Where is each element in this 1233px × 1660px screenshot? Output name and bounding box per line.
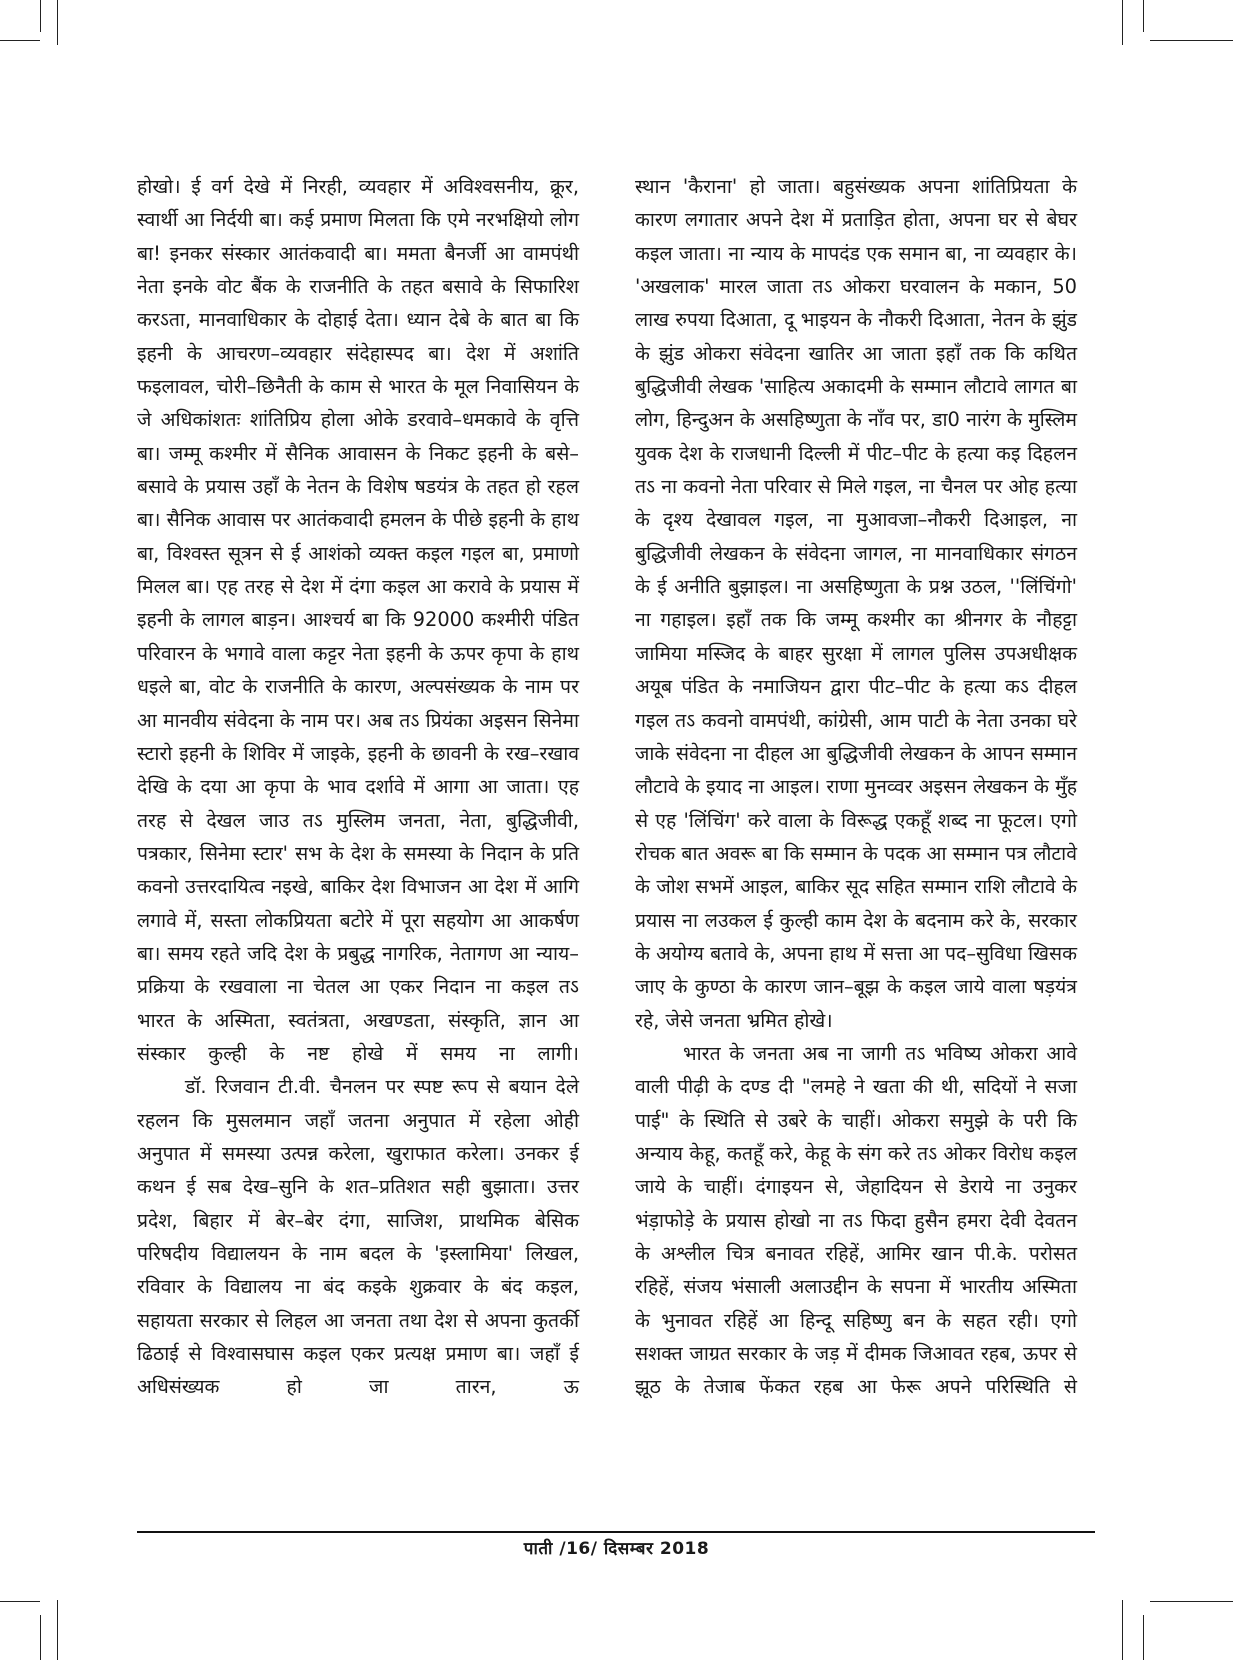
page-folio: पाती /16/ दिसम्बर 2018 [523,1539,710,1559]
crop-mark [0,1601,40,1602]
footer-rule [137,1531,1095,1533]
crop-mark [57,0,58,45]
text-column-left [137,170,579,1404]
paragraph: होखो। ई वर्ग देखे में निरही, व्यवहार में अविश्वसनीय, क्रूर, स्वार्थी आ निर्दयी बा। कई प्रमाण मिलता कि एमे नरभक्षियो लोग बा! इनकर संस्कार आतंकवादी बा। ममता बैनर्जी आ वामपंथी नेता इनके वोट बैंक के राजनीति के तहत बसावे के सिफारिश करऽता, मानवाधिकार के दोहाई देता। ध्यान देबे के बात बा कि इहनी के आचरण–व्यवहार संदेहास्पद बा। देश में अशांति फइलावल, चोरी–छिनैती के काम से भारत के मूल निवासियन के जे अधिकांशतः शांतिप्रिय होला ओके डरवावे–धमकावे के वृत्ति बा। जम्मू कश्मीर में सैनिक आवासन के निकट इहनी के बसे–बसावे के प्रयास उहाँ के नेतन के विशेष षडयंत्र के तहत हो रहल बा। सैनिक आवास पर आतंकवादी हमलन के पीछे इहनी के हाथ बा, विश्वस्त सूत्रन से ई आशंको व्यक्त कइल गइल बा, प्रमाणो मिलल बा। एह तरह से देश में दंगा कइल आ करावे के प्रयास में इहनी के लागल बाड़न। आश्चर्य बा कि 92000 कश्मीरी पंडित परिवारन के भगावे वाला कट्टर नेता इहनी के ऊपर कृपा के हाथ धइले बा, वोट के राजनीति के कारण, अल्पसंख्यक के नाम पर आ मानवीय संवेदना के नाम पर। अब तऽ प्रियंका अइसन सिनेमा स्टारो इहनी के शिविर में जाइके, इहनी के छावनी के रख–रखाव देखि के दया आ कृपा के भाव दर्शावे में आगा आ जाता। एह तरह से देखल जाउ तऽ मुस्लिम जनता, नेता, बुद्धिजीवी, पत्रकार, सिनेमा स्टार' सभ के देश के समस्या के निदान के प्रति कवनो उत्तरदायित्व नइखे, बाकिर देश विभाजन आ देश में आगि लगावे में, सस्ता लोकप्रियता बटोरे में पूरा सहयोग आ आकर्षण बा। समय रहते जदि देश के प्रबुद्ध नागरिक, नेतागण आ न्याय–प्रक्रिया के रखवाला ना चेतल आ एकर निदान ना कइल तऽ भारत के अस्मिता, स्वतंत्रता, अखण्डता, संस्कृति, ज्ञान आ संस्कार कुल्ही के नष्ट होखे में समय ना लागी। [137,175,579,1065]
text-column-right [635,170,1077,1404]
crop-mark [1143,0,1144,32]
crop-mark [1122,1600,1123,1660]
crop-mark [57,1600,58,1660]
crop-mark [40,0,41,32]
paragraph: भारत के जनता अब ना जागी तऽ भविष्य ओकरा आवे वाली पीढ़ी के दण्ड दी "लमहे ने खता की थी, सदियों ने सजा पाई" के स्थिति से उबरे के चाहीं। ओकरा समुझे के परी कि अन्याय केहू, कतहूँ करे, केहू के संग करे तऽ ओकर विरोध कइल जाये के चाहीं। दंगाइयन से, जेहादियन से डेराये ना उनुकर भंड़ाफोड़े के प्रयास होखो ना तऽ फिदा हुसैन हमरा देवी देवतन के अश्लील चित्र बनावत रहिहें, आमिर खान पी.के. परोसत रहिहें, संजय भंसाली अलाउद्दीन के सपना में भारतीय अस्मिता के भुनावत रहिहें आ हिन्दू सहिष्णु बन के सहत रही। एगो सशक्त जाग्रत सरकार के जड़ में दीमक जिआवत रहब, ऊपर से झूठ के तेजाब फेंकत रहब आ फेरू अपने परिस्थिति से [635,1041,1077,1399]
crop-mark [40,1615,41,1660]
paragraph: स्थान 'कैराना' हो जाता। बहुसंख्यक अपना शांतिप्रियता के कारण लगातार अपने देश में प्रताड़ित होता, अपना घर से बेघर कइल जाता। ना न्याय के मापदंड एक समान बा, ना व्यवहार के। 'अखलाक' मारल जाता तऽ ओकरा घरवालन के मकान, 50 लाख रुपया दिआता, दू भाइयन के नौकरी दिआता, नेतन के झुंड के झुंड ओकरा संवेदना खातिर आ जाता इहाँ तक कि कथित बुद्धिजीवी लेखक 'साहित्य अकादमी के सम्मान लौटावे लागत बा लोग, हिन्दुअन के असहिष्णुता के नाँव पर, डा0 नारंग के मुस्लिम युवक देश के राजधानी दिल्ली में पीट–पीट के हत्या कइ दिहलन तऽ ना कवनो नेता परिवार से मिले गइल, ना चैनल पर ओह हत्या के दृश्य देखावल गइल, ना मुआवजा–नौकरी दिआइल, ना बुद्धिजीवी लेखकन के संवेदना जागल, ना मानवाधिकार संगठन के ई अनीति बुझाइल। ना असहिष्णुता के प्रश्न उठल, ''लिंचिंगो' ना गहाइल। इहाँ तक कि जम्मू कश्मीर का श्रीनगर के नौहट्टा जामिया मस्जिद के बाहर सुरक्षा में लागल पुलिस उपअधीक्षक अयूब पंडित के नमाजियन द्वारा पीट–पीट के हत्या कऽ दीहल गइल तऽ कवनो वामपंथी, कांग्रेसी, आम पाटी के नेता उनका घरे जाके संवेदना ना दीहल आ बुद्धिजीवी लेखकन के आपन सम्मान लौटावे के इयाद ना आइल। राणा मुनव्वर अइसन लेखकन के मुँह से एह 'लिंचिंग' करे वाला के विरूद्ध एकहूँ शब्द ना फूटल। एगो रोचक बात अवरू बा कि सम्मान के पदक आ सम्मान पत्र लौटावे के जोश सभमें आइल, बाकिर सूद सहित सम्मान राशि लौटावे के प्रयास ना लउकल ई कुल्ही काम देश के बदनाम करे के, सरकार के अयोग्य बतावे के, अपना हाथ में सत्ता आ पद–सुविधा खिसक जाए के कुण्ठा के कारण जान–बूझ के कइल जाये वाला षड़यंत्र रहे, जेसे जनता भ्रमित होखे। [635,175,1077,1032]
crop-mark [1143,1615,1144,1660]
crop-mark [0,40,40,41]
paragraph: डॉ. रिजवान टी.वी. चैनलन पर स्पष्ट रूप से बयान देले रहलन कि मुसलमान जहाँ जतना अनुपात में रहेला ओही अनुपात में समस्या उत्पन्न करेला, खुराफात करेला। उनकर ई कथन ई सब देख–सुनि के शत–प्रतिशत सही बुझाता। उत्तर प्रदेश, बिहार में बेर–बेर दंगा, साजिश, प्राथमिक बेसिक परिषदीय विद्यालयन के नाम बदल के 'इस्लामिया' लिखल, रविवार के विद्यालय ना बंद कइके शुक्रवार के बंद कइल, सहायता सरकार से लिहल आ जनता तथा देश से अपना कुतर्की ढिठाई से विश्वासघास कइल एकर प्रत्यक्ष प्रमाण बा। जहाँ ई अधिसंख्यक हो जा तारन, ऊ [137,1075,579,1399]
crop-mark [1122,0,1123,45]
crop-mark [1150,40,1233,41]
crop-mark [1150,1601,1233,1602]
